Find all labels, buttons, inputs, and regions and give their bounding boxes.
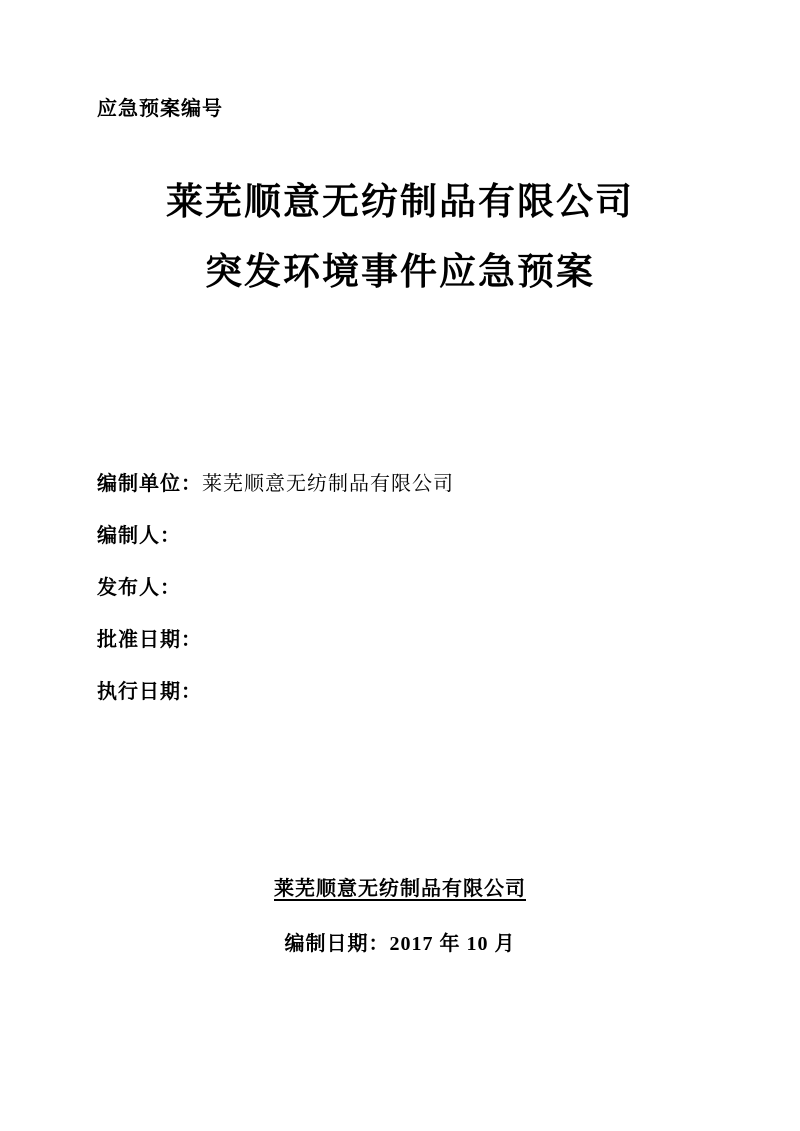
- approval-date-label: 批准日期：: [97, 629, 202, 651]
- footer-date-line: [0, 927, 800, 956]
- footer-date-label: 编制日期：: [284, 933, 390, 955]
- info-row-publisher: [97, 578, 454, 598]
- footer-date-value: 2017 年 10 月: [389, 933, 516, 955]
- document-title: [0, 184, 800, 293]
- publisher-label: 发布人：: [97, 577, 181, 599]
- title-line-company: 莱芜顺意无纺制品有限公司: [166, 182, 634, 223]
- info-row-execution-date: [97, 682, 454, 702]
- prepared-by-unit-value: 莱芜顺意无纺制品有限公司: [202, 473, 454, 495]
- info-row-prepared-by-unit: [97, 474, 454, 494]
- preparer-label: 编制人：: [97, 525, 181, 547]
- info-block: [97, 474, 454, 734]
- plan-number-label: 应急预案编号: [97, 98, 223, 120]
- prepared-by-unit-label: 编制单位：: [97, 473, 202, 495]
- execution-date-label: 执行日期：: [97, 681, 202, 703]
- title-line-plan: 突发环境事件应急预案: [205, 251, 595, 293]
- info-row-preparer: [97, 526, 454, 546]
- footer-company-line: [0, 872, 800, 901]
- info-row-approval-date: [97, 630, 454, 650]
- footer-company-name: 莱芜顺意无纺制品有限公司: [274, 878, 526, 900]
